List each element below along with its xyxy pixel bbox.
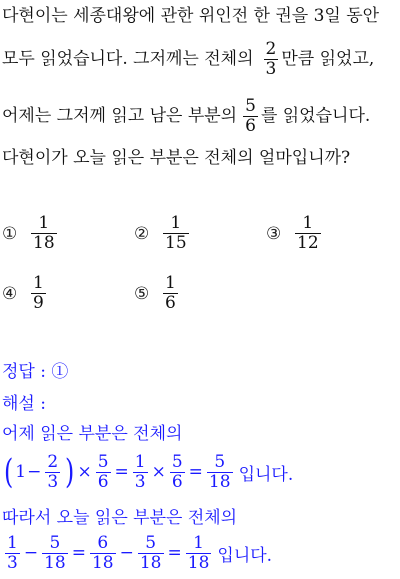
problem-line-2 — [2, 33, 374, 85]
problem-line-1: 다현이는 세종대왕에 관한 위인전 한 권을 3일 동안 — [2, 6, 380, 26]
left-paren: ( — [3, 452, 14, 492]
fraction: $\frac{1}{18}$ — [187, 532, 210, 573]
choice-3[interactable] — [266, 214, 324, 253]
choice-5[interactable] — [134, 274, 181, 313]
right-paren: ) — [65, 452, 75, 492]
choice-fraction: $\frac{1}{18}$ — [33, 213, 55, 253]
choice-4[interactable] — [2, 274, 49, 313]
choice-mark: ② — [134, 223, 150, 244]
fraction-five-sixths: $\frac{5}{6}$ — [245, 95, 256, 136]
fraction: $\frac{5}{18}$ — [208, 451, 231, 492]
problem-line-3-text-a: 어제는 그저께 읽고 남은 부분의 — [2, 106, 238, 126]
problem-line-3-text-b: 를 읽었습니다. — [260, 106, 371, 126]
fraction: $\frac{5}{18}$ — [44, 532, 66, 573]
choice-fraction: $\frac{1}{9}$ — [33, 273, 44, 313]
fraction: $\frac{6}{18}$ — [91, 532, 114, 573]
explanation-label: 해설 : — [2, 394, 46, 414]
fraction: $\frac{1}{3}$ — [134, 451, 146, 492]
fraction: $\frac{1}{3}$ — [7, 532, 18, 573]
problem-line-2-text-a: 모두 읽었습니다. 그저께는 전체의 — [2, 49, 254, 69]
fraction: $\frac{5}{6}$ — [97, 451, 109, 492]
choice-1[interactable] — [2, 214, 60, 253]
fraction: $\frac{2}{3}$ — [47, 451, 59, 492]
answer-label: 정답 : ① — [2, 362, 69, 382]
fraction-two-thirds: $\frac{2}{3}$ — [265, 38, 277, 79]
fraction: $\frac{5}{18}$ — [139, 532, 162, 573]
problem-line-3 — [2, 90, 370, 142]
choice-mark: ③ — [266, 223, 282, 244]
problem-line-4: 다현이가 오늘 읽은 부분은 전체의 얼마입니까? — [2, 148, 351, 168]
explanation-step-1-expression: ( 1 − $\frac{2}{3}$ ) × $\frac{5}{6}$ = $\frac{1}{3}$ × $\frac{5}{6}$ = $\frac{5}{18}$ 입니다. — [3, 451, 294, 492]
choice-mark: ① — [2, 223, 18, 244]
problem-line-2-text-b: 만큼 읽었고, — [281, 49, 375, 69]
choice-fraction: $\frac{1}{6}$ — [165, 273, 176, 313]
choice-fraction: $\frac{1}{15}$ — [165, 213, 187, 253]
explanation-step-2-expression: $\frac{1}{3}$ − $\frac{5}{18}$ = $\frac{6}{18}$ − $\frac{5}{18}$ = $\frac{1}{18}$ 입니다. — [7, 532, 273, 573]
fraction: $\frac{5}{6}$ — [171, 451, 183, 492]
choice-fraction: $\frac{1}{12}$ — [297, 213, 319, 253]
choice-mark: ④ — [2, 283, 18, 304]
choice-2[interactable] — [134, 214, 192, 253]
explanation-step-1-text: 어제 읽은 부분은 전체의 — [2, 424, 183, 444]
choice-mark: ⑤ — [134, 283, 150, 304]
explanation-step-2-text: 따라서 오늘 읽은 부분은 전체의 — [2, 508, 238, 528]
